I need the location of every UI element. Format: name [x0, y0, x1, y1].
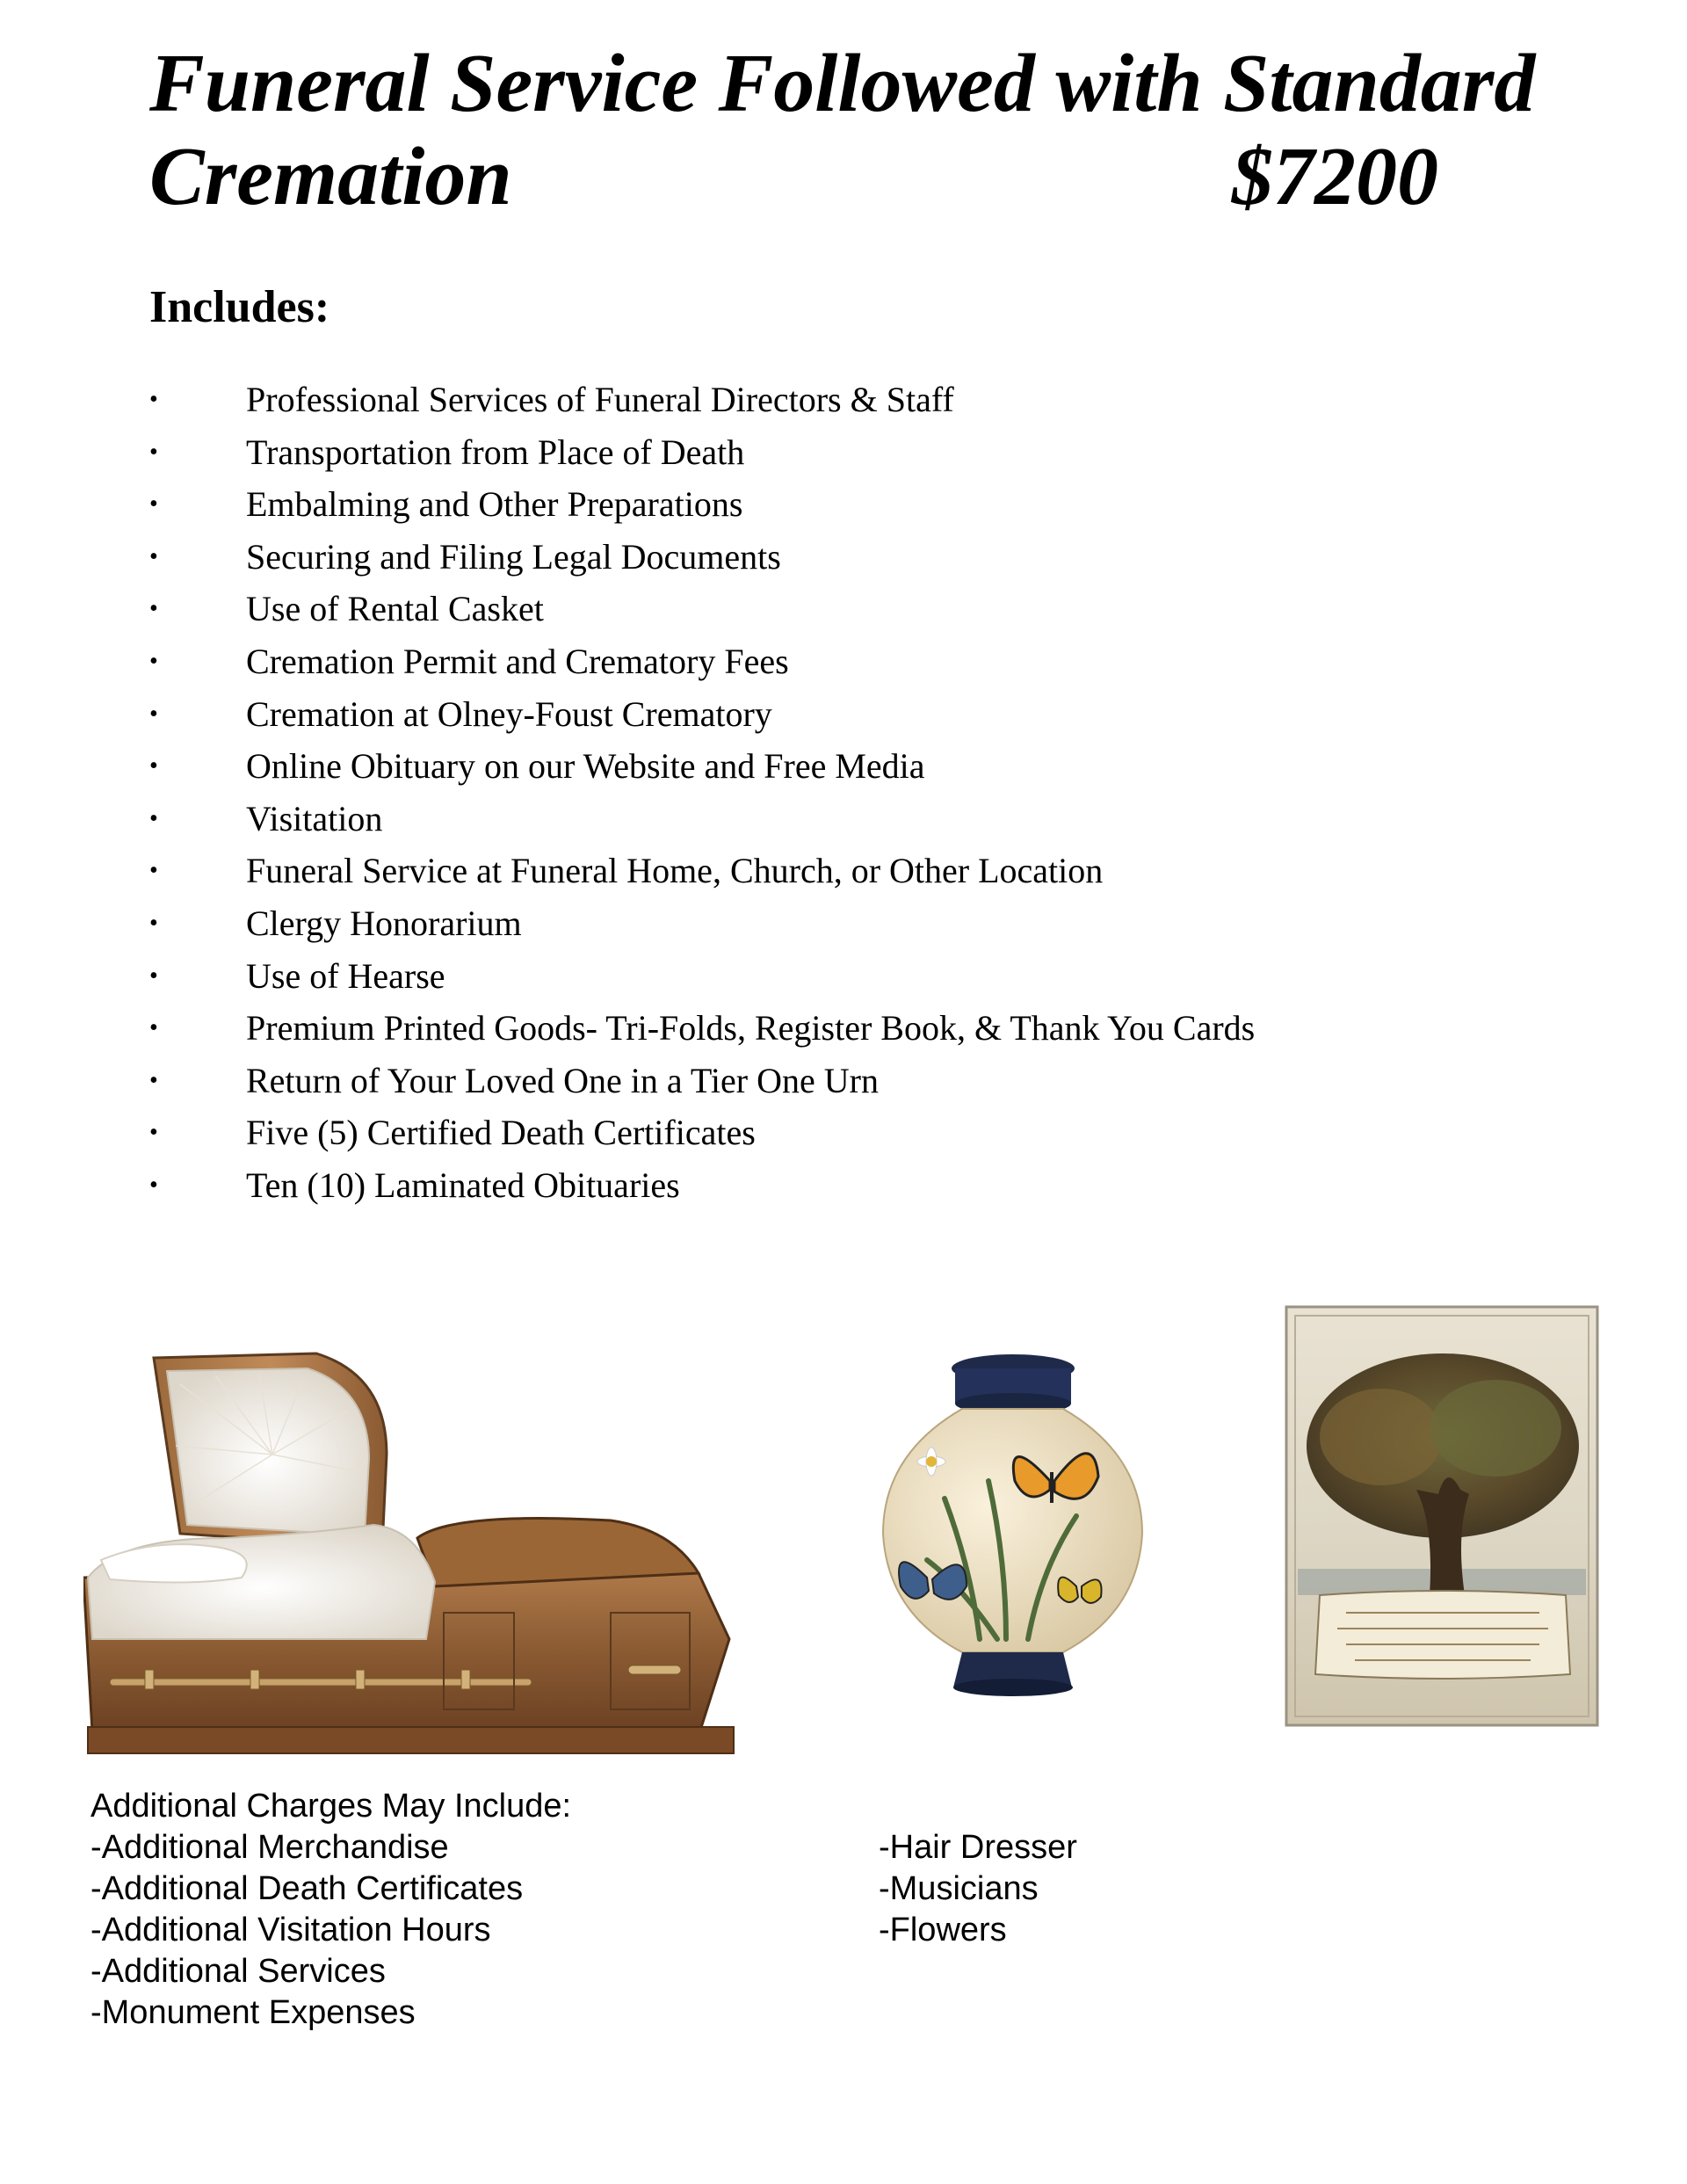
list-item-text: Return of Your Loved One in a Tier One Urn	[246, 1060, 879, 1100]
list-item-text: Ten (10) Laminated Obituaries	[246, 1165, 680, 1205]
additional-charge-item: -Additional Services	[91, 1953, 386, 1990]
list-item-text: Professional Services of Funeral Directors & Staff	[246, 380, 954, 419]
list-item-text: Visitation	[246, 798, 383, 838]
bullet-icon: •	[149, 1119, 158, 1147]
bullet-icon: •	[149, 909, 158, 937]
urn-image	[874, 1349, 1151, 1701]
additional-charge-item: -Additional Death Certificates	[91, 1870, 524, 1907]
memorial-plaque-image	[1285, 1305, 1599, 1727]
title-line-1: Funeral Service Followed with Standard	[149, 38, 1536, 129]
list-item-text: Transportation from Place of Death	[246, 432, 745, 472]
bullet-icon: •	[149, 595, 158, 623]
list-item-text: Online Obituary on our Website and Free Media	[246, 746, 925, 787]
title-line-2: Cremation	[149, 131, 512, 222]
list-item-text: Embalming and Other Preparations	[246, 484, 743, 525]
casket-image	[83, 1349, 738, 1762]
additional-charges-right	[879, 1827, 1077, 1951]
includes-heading: Includes:	[149, 282, 330, 332]
additional-charge-item: -Additional Visitation Hours	[91, 1912, 491, 1948]
bullet-icon: •	[149, 1171, 158, 1199]
bullet-icon: •	[149, 490, 158, 519]
additional-charges-left	[91, 1786, 571, 2034]
bullet-icon: •	[149, 542, 158, 570]
list-item-text: Clergy Honorarium	[246, 903, 522, 943]
additional-charge-item: -Hair Dresser	[879, 1829, 1077, 1866]
additional-charges-heading: Additional Charges May Include:	[91, 1788, 572, 1825]
additional-charge-item: -Flowers	[879, 1912, 1007, 1948]
package-price: $7200	[1232, 131, 1438, 222]
additional-charge-item: -Monument Expenses	[91, 1994, 416, 2031]
bullet-icon: •	[149, 857, 158, 885]
bullet-icon: •	[149, 752, 158, 780]
bullet-icon: •	[149, 438, 158, 466]
list-item-text: Premium Printed Goods- Tri-Folds, Register Book, & Thank You Cards	[246, 1008, 1256, 1048]
list-item-text: Cremation at Olney-Foust Crematory	[246, 693, 772, 734]
additional-charge-item: -Musicians	[879, 1870, 1039, 1907]
bullet-icon: •	[149, 386, 158, 413]
bullet-icon: •	[149, 1014, 158, 1042]
bullet-icon: •	[149, 804, 158, 832]
list-item-text: Use of Hearse	[246, 955, 445, 996]
page-title	[149, 37, 1555, 223]
list-item-text: Funeral Service at Funeral Home, Church, or Other Location	[246, 851, 1104, 891]
bullet-icon: •	[149, 1066, 158, 1094]
list-item-text: Five (5) Certified Death Certificates	[246, 1113, 756, 1153]
list-item-text: Cremation Permit and Crematory Fees	[246, 641, 789, 681]
bullet-icon: •	[149, 961, 158, 990]
list-item-text: Use of Rental Casket	[246, 589, 544, 629]
bullet-icon: •	[149, 700, 158, 728]
bullet-icon: •	[149, 647, 158, 675]
additional-charge-item: -Additional Merchandise	[91, 1829, 449, 1866]
list-item-text: Securing and Filing Legal Documents	[246, 536, 781, 577]
